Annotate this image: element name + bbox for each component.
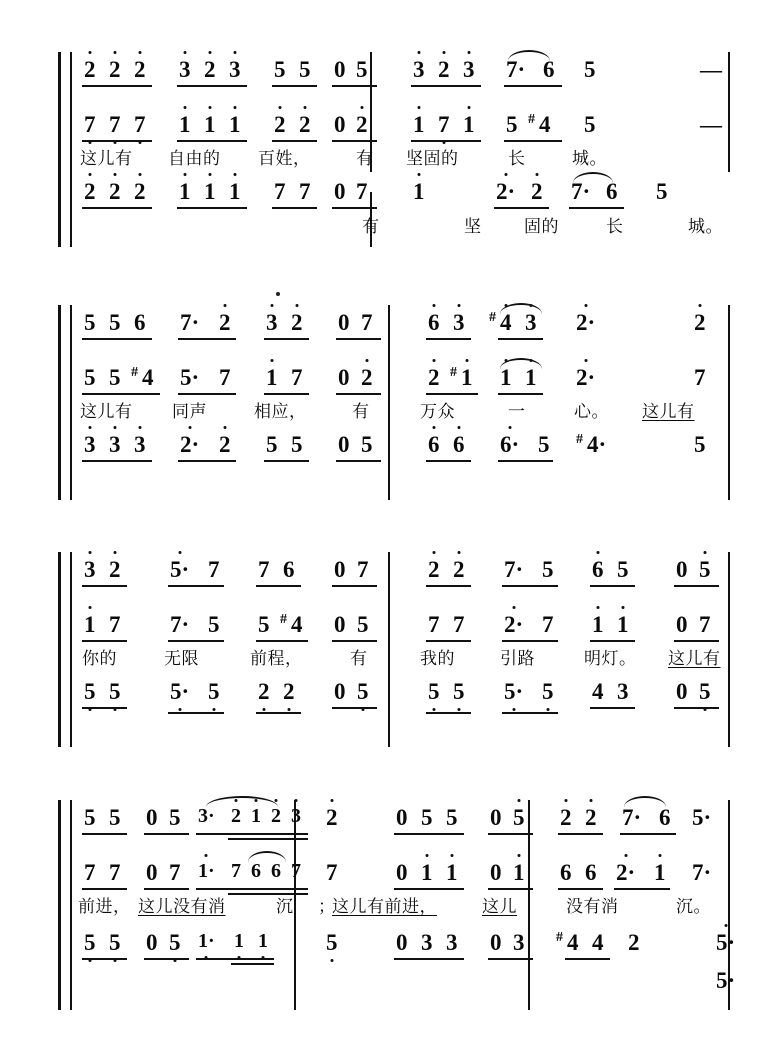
s4-voice-alto: 7 7 0 7 1· 7 6 6 7 7 0 1 1 0 1 6 6 2· 1 7· (76, 855, 730, 889)
system-2 (58, 305, 730, 500)
s3-voice-alto: 1 7 7· 5 5 # 4 0 5 7 7 2· 7 1 1 0 7 (76, 607, 730, 641)
system-bracket (58, 305, 72, 500)
s2-lyrics-line-1: 这儿有 同声 相应， 有 万众 一 心。 这儿有 (80, 402, 695, 421)
system-4 (58, 800, 736, 1010)
s1-lyrics-line-1: 这儿有 自由的 百姓， 有 坚固的 长 城。 (80, 149, 607, 168)
system-bracket (58, 52, 72, 247)
s3-voice-bass: 5 5 5· 5 2 2 0 5 5 5 5· 5 4 3 0 5 (76, 674, 730, 708)
s2-voice-bass: 3 3 3 2· 2 5 5 0 5 6 6 6· 5 # 4· 5 (76, 427, 730, 461)
s1-voice-soprano: 2 2 2 3 2 3 5 5 0 5 3 2 3 7· 6 5 — (76, 52, 730, 86)
system-bracket (58, 552, 72, 747)
page-ornament-dot (276, 292, 280, 296)
s4-voice-bass: 5 5 0 5 1· 1 1 5 0 3 3 0 3 # 4 4 2 5· 5· (84, 930, 736, 993)
system-1 (58, 52, 730, 247)
s1-voice-bass: 2 2 2 1 1 1 7 7 0 7 1 2· 2 7· 6 5 (76, 174, 730, 208)
s3-voice-soprano: 3 2 5· 7 7 6 0 7 2 2 7· 5 6 5 0 5 (76, 552, 730, 586)
s4-voice-soprano: 5 5 0 5 3· 2 1 2 3 2 0 5 5 0 5 2 2 7· 6 5· (76, 800, 730, 834)
s3-lyrics-line-1: 你的 无限 前程， 有 我的 引路 明灯。 这儿有 (82, 649, 721, 668)
s4-lyrics-line-1: 前进， 这儿没有消 沉 ； 这儿有前进， 这儿 没有消 沉。 (78, 897, 711, 916)
system-bracket (58, 800, 72, 1010)
s1-voice-alto: 7 7 7 1 1 1 2 2 0 2 1 7 1 5 # 4 5 — (76, 107, 730, 141)
s2-voice-alto: 5 5 # 4 5· 7 1 7 0 2 2 # 1 1 1 2· 7 (76, 360, 730, 394)
s1-lyrics-line-2: 有 坚 固的 长 城。 (362, 217, 723, 236)
s2-voice-soprano: 5 5 6 7· 2 3 2 0 7 6 3 # 4 3 2· 2 (76, 305, 730, 339)
system-3 (58, 552, 730, 747)
